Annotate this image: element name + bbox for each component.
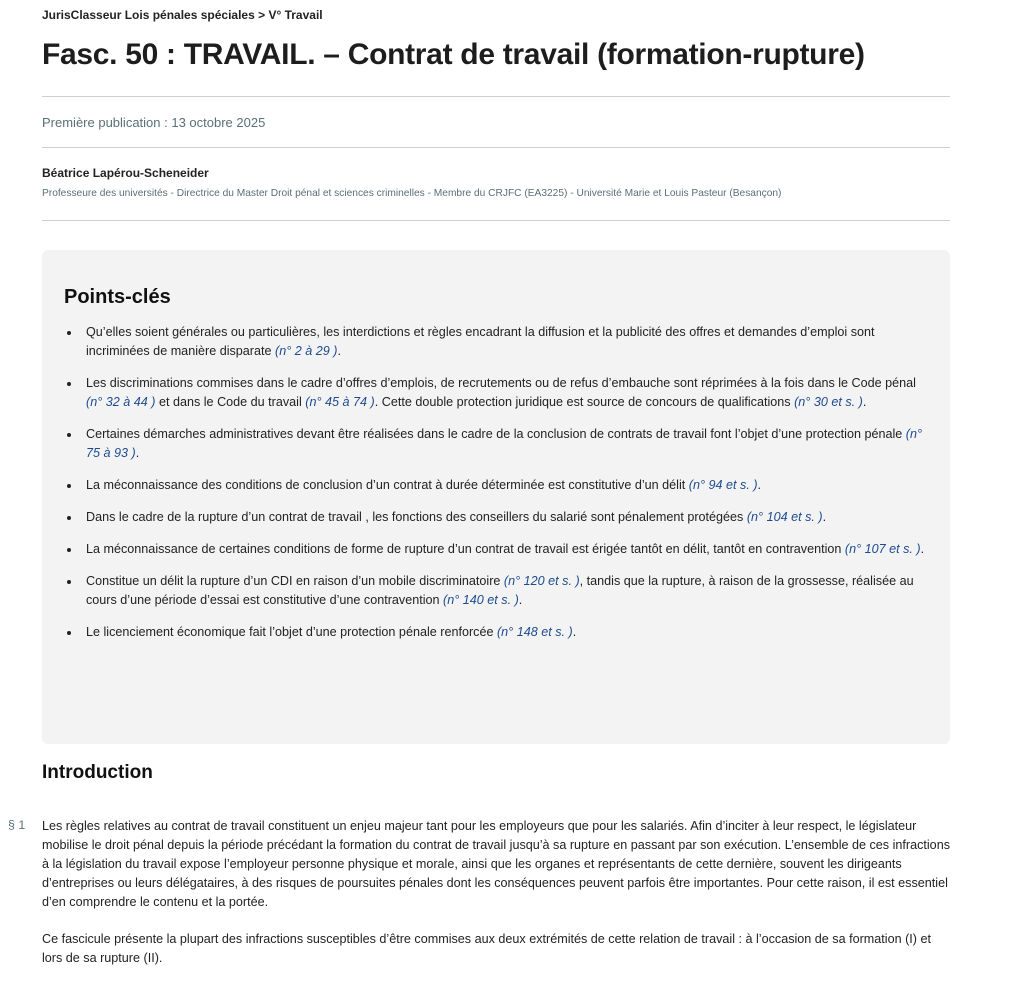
cross-reference-link[interactable]: (n° 140 et s. ) (443, 593, 519, 607)
author-role: Professeure des universités - Directrice du Master Droit pénal et sciences criminelles - Membre du CRJFC (EA3225) - Université Marie et Louis Pasteur (Besançon) (42, 188, 782, 199)
divider (42, 96, 950, 97)
item-text: Certaines démarches administratives devant être réalisées dans le cadre de la conclusion de contrats de travail font l’objet d’une protection pénale (86, 427, 906, 441)
list-item (64, 323, 928, 361)
key-points-heading: Points-clés (64, 286, 171, 308)
list-item (64, 540, 928, 559)
cross-reference-link[interactable]: (n° 107 et s. ) (844, 542, 921, 556)
list-item (64, 623, 928, 642)
item-text: Les discriminations commises dans le cadre d’offres d’emplois, de recrutements ou de refus d’embauche sont réprimées à la fois dans le Code pénal (86, 376, 916, 390)
cross-reference-link[interactable]: (n° 75 à 93 ) (86, 427, 922, 460)
key-points-box (42, 250, 950, 744)
list-item (64, 508, 928, 527)
item-text: . (757, 478, 762, 492)
item-text: . (822, 510, 827, 524)
divider (42, 220, 950, 221)
divider (42, 147, 950, 148)
item-text: . (518, 593, 523, 607)
list-item (64, 572, 928, 610)
breadcrumb[interactable]: JurisClasseur Lois pénales spéciales > V° Travail (42, 8, 323, 22)
cross-reference-link[interactable]: (n° 45 à 74 ) (305, 395, 375, 409)
item-text: . (572, 625, 577, 639)
item-text: , tandis que la rupture, à raison de la grossesse, réalisée au cours d’une période d’essai est constitutive d’une contravention (86, 574, 914, 607)
cross-reference-link[interactable]: (n° 30 et s. ) (794, 395, 863, 409)
item-text: . (920, 542, 925, 556)
list-item (64, 476, 928, 495)
page-title: Fasc. 50 : TRAVAIL. – Contrat de travail (formation-rupture) (42, 38, 865, 71)
paragraph-number: § 1 (8, 818, 26, 832)
introduction-paragraph: Ce fascicule présente la plupart des infractions susceptibles d’être commises aux deux extrémités de cette relation de travail : à l’occasion de sa formation (I) et lors de sa rupture (II). (42, 932, 931, 965)
list-item (64, 425, 928, 463)
author-name: Béatrice Lapérou-Scheneider (42, 166, 209, 180)
item-text: . (337, 344, 341, 358)
cross-reference-link[interactable]: (n° 94 et s. ) (688, 478, 758, 492)
item-text: Dans le cadre de la rupture d’un contrat de travail , les fonctions des conseillers du salarié sont pénalement protégées (86, 510, 747, 524)
cross-reference-link[interactable]: (n° 32 à 44 ) (86, 395, 156, 409)
cross-reference-link[interactable]: (n° 2 à 29 ) (275, 344, 338, 358)
publication-date: Première publication : 13 octobre 2025 (42, 115, 266, 130)
cross-reference-link[interactable]: (n° 120 et s. ) (503, 574, 580, 588)
cross-reference-link[interactable]: (n° 104 et s. ) (746, 510, 823, 524)
introduction-heading: Introduction (42, 762, 153, 783)
item-text: Constitue un délit la rupture d’un CDI en raison d’un mobile discriminatoire (86, 574, 504, 588)
item-text: et dans le Code du travail (155, 395, 306, 409)
item-text: Le licenciement économique fait l’objet d’une protection pénale renforcée (86, 625, 497, 639)
item-text: . Cette double protection juridique est source de concours de qualifications (374, 395, 795, 409)
key-points-list (64, 323, 928, 642)
item-text: . (135, 446, 140, 460)
cross-reference-link[interactable]: (n° 148 et s. ) (496, 625, 573, 639)
item-text: La méconnaissance de certaines conditions de forme de rupture d’un contrat de travail est érigée tantôt en délit, tantôt en contravention (86, 542, 845, 556)
item-text: . (862, 395, 867, 409)
list-item (64, 374, 928, 412)
introduction-paragraph: Les règles relatives au contrat de travail constituent un enjeu majeur tant pour les employeurs que pour les salariés. Afin d’inciter à leur respect, le législateur mobilise le droit pénal depuis la période précédant la formation du contrat de travail jusqu’à sa rupture en passant par son exécution. L’ensemble de ces infractions à la législation du travail expose l’employeur personne physique et morale, ainsi que les organes et représentants de cette dernière, souvent les dirigeants d’entreprises ou leurs délégataires, à des risques de poursuites pénales dont les conséquences peuvent parfois être importantes. Pour cette raison, il est essentiel d’en comprendre le contenu et la portée. (42, 819, 950, 909)
item-text: La méconnaissance des conditions de conclusion d’un contrat à durée déterminée est constitutive d’un délit (86, 478, 689, 492)
item-text: Qu’elles soient générales ou particulières, les interdictions et règles encadrant la diffusion et la publicité des offres et demandes d’emploi sont incriminées de manière disparate (86, 325, 875, 358)
